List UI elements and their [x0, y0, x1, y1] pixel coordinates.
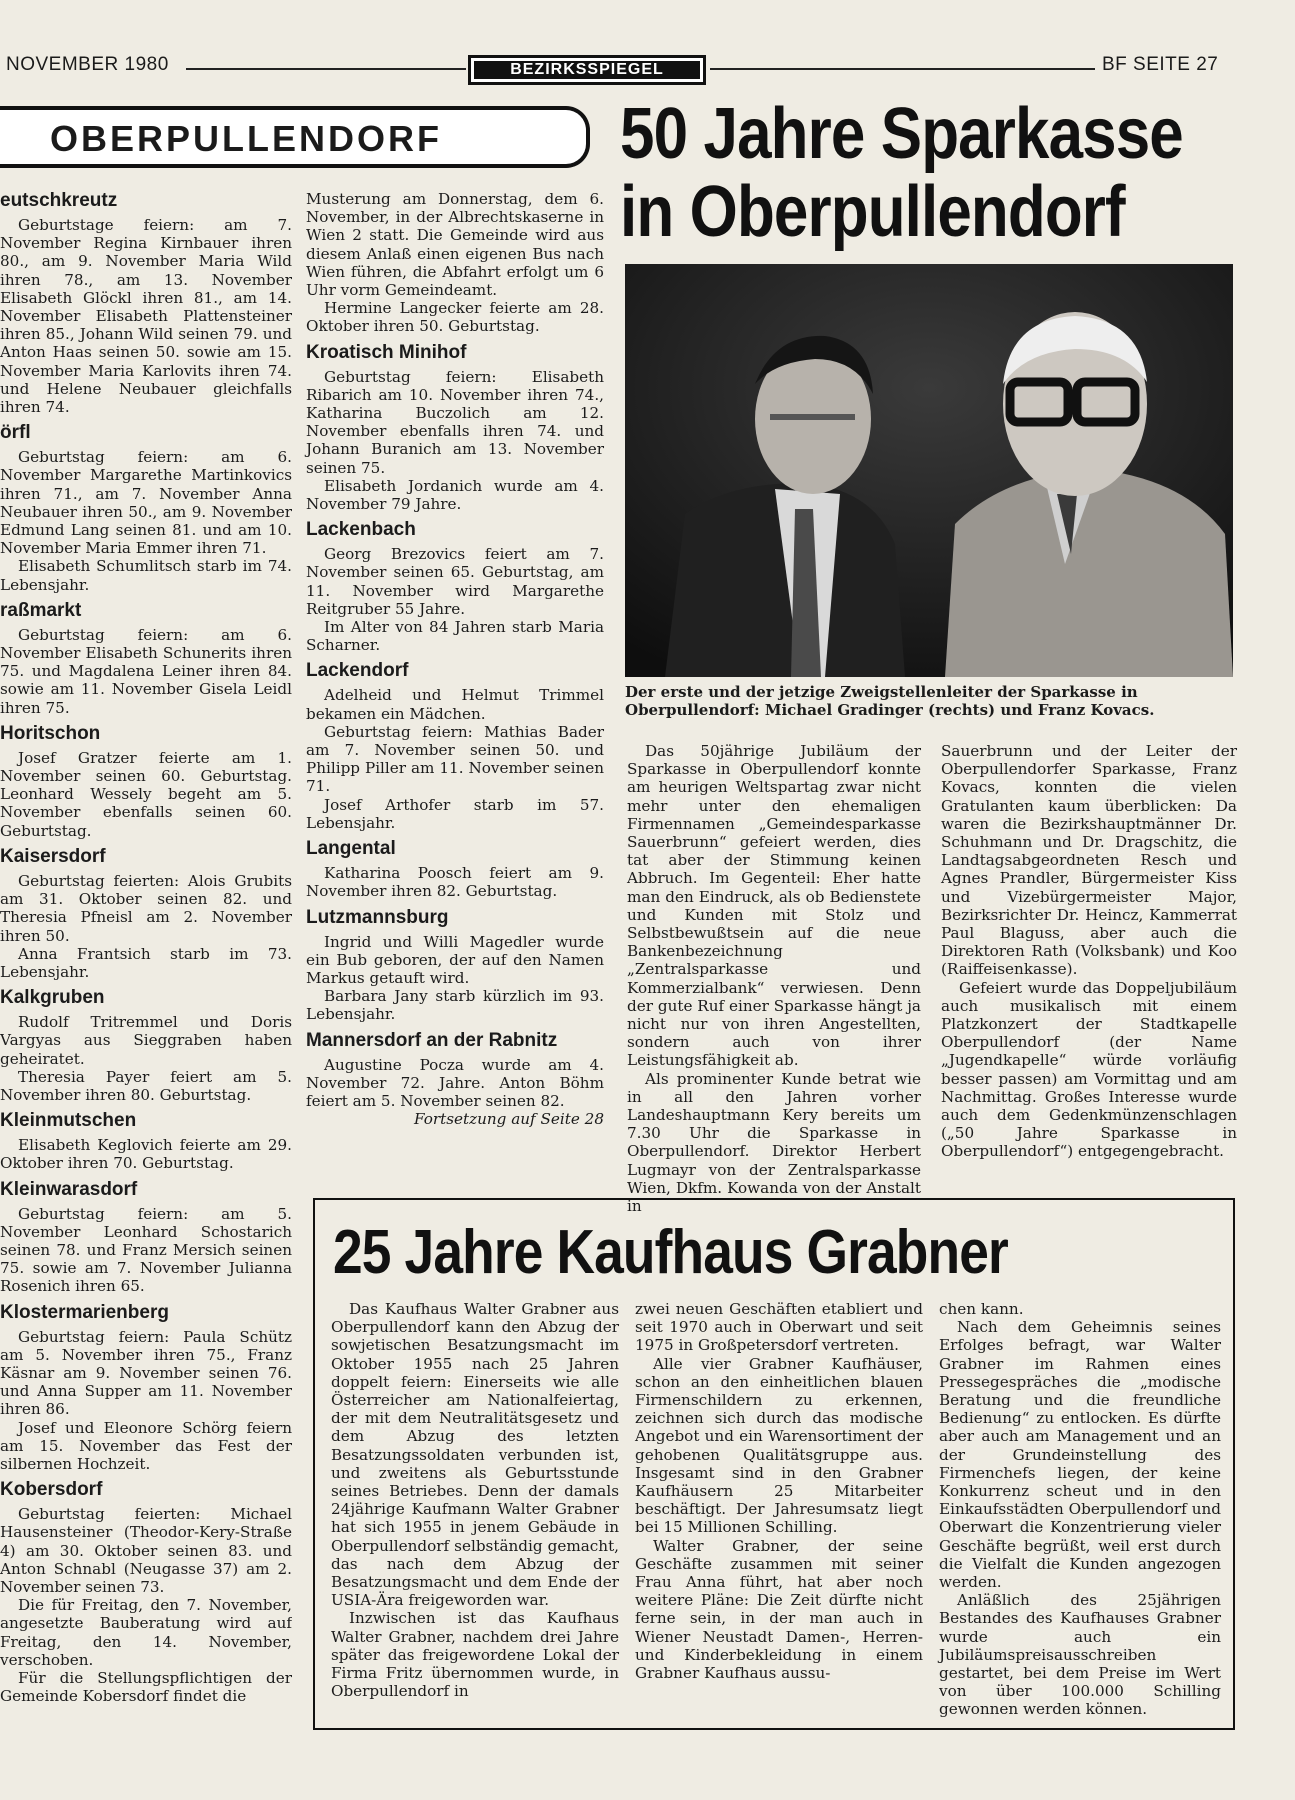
- village-news-paragraph: Rudolf Tritremmel und Doris Vargyas aus Sieggraben haben geheiratet.: [0, 1013, 292, 1068]
- village-news-paragraph: Geburtstag feiern: am 6. November Elisabeth Schunerits ihren 75. und Magdalena Leiner ihren 84. sowie am 11. November Gisela Leidl ihren 75.: [0, 625, 292, 717]
- village-news-paragraph: Im Alter von 84 Jahren starb Maria Scharner.: [306, 618, 604, 655]
- middle-column: [306, 190, 604, 1128]
- page-number: BF SEITE 27: [1102, 54, 1219, 75]
- village-news-paragraph: Josef und Eleonore Schörg feiern am 15. November das Fest der silbernen Hochzeit.: [0, 1418, 292, 1473]
- portrait-illustration: [625, 264, 1233, 677]
- village-news-paragraph: Barbara Jany starb kürzlich im 93. Lebensjahr.: [306, 987, 604, 1024]
- village-news-paragraph: Geburtstag feierten: Alois Grubits am 31. Oktober seinen 82. und Theresia Pfneisl am 2. November ihren 50.: [0, 871, 292, 945]
- article2-headline: 25 Jahre Kaufhaus Grabner: [333, 1218, 1008, 1287]
- article1-paragraph: Sauerbrunn und der Leiter der Oberpullendorfer Sparkasse, Franz Kovacs, konnten die vielen Gratulanten kaum überblicken: Da waren die Bezirkshauptmänner Dr. Schuhmann und Dr. Dragschitz, die Landtagsabgeordneten Resch und Agnes Prandler, Bürgermeister Kiss und Vizebürgermeister Major, Bezirksrichter Dr. Heincz, Kammerrat Paul Blaguss, aber auch die Direktoren Rath (Volksbank) und Koo (Raiffeisenkasse).: [941, 742, 1237, 979]
- article2-paragraph: Walter Grabner, der seine Geschäfte zusammen mit seiner Frau Anna führt, hat aber noch weitere Pläne: Die Zeit dürfte nicht ferne sein, in der man auch in Wiener Neustadt Damen-, Herren- und Kinderbekleidung in einem Grabner Kaufhaus aussu-: [635, 1536, 923, 1683]
- village-news-paragraph: Geburtstag feiern: am 5. November Leonhard Schostarich seinen 78. und Franz Mersich seinen 75. sowie am 7. November Julianna Rosenich ihren 65.: [0, 1204, 292, 1296]
- article1-paragraph: Gefeiert wurde das Doppeljubiläum auch musikalisch mit einem Platzkonzert der Stadtkapelle Oberpullendorf (der Name „Jugendkapelle“ würde vorläufig besser passen) am Vormittag und am Nachmittag. Großes Interesse wurde auch dem Gedenkmünzenschlagen („50 Jahre Sparkasse in Oberpullendorf“) entgegengebracht.: [941, 978, 1237, 1161]
- village-heading: Lutzmannsburg: [306, 906, 449, 928]
- article1-photo: [625, 264, 1233, 677]
- village-heading: Mannersdorf an der Rabnitz: [306, 1029, 558, 1051]
- village-news-paragraph: Geburtstage feiern: am 7. November Regina Kirnbauer ihren 80., am 9. November Maria Wild ihren 78., am 13. November Elisabeth Glöckl ihren 81., am 14. November Elisabeth Plattensteiner ihren 85., Johann Wild seinen 79. und Anton Haas seinen 50. sowie am 15. November Maria Karlovits ihren 74. und Helene Neubauer gleichfalls ihren 74.: [0, 216, 292, 417]
- left-column: [0, 190, 292, 1790]
- village-news-paragraph: Elisabeth Keglovich feierte am 29. Oktober ihren 70. Geburtstag.: [0, 1136, 292, 1173]
- village-news-paragraph: Geburtstag feiern: Paula Schütz am 5. November ihren 75., Franz Käsnar am 9. November seinen 76. und Anna Supper am 11. November ihren 86.: [0, 1327, 292, 1419]
- article1-paragraph: Als prominenter Kunde betrat wie in all den Jahren vorher Landeshauptmann Kery bereits um 7.30 Uhr die Sparkasse in Oberpullendorf. Direktor Herbert Lugmayr von der Zentralsparkasse Wien, Dkfm. Kowanda von der Anstalt in: [627, 1069, 921, 1216]
- village-news-paragraph: Musterung am Donnerstag, dem 6. November, in der Albrechtskaserne in Wien 2 statt. Die Gemeinde wird aus diesem Anlaß einen eigenen Bus nach Wien führen, die Abfahrt erfolgt um 6 Uhr vorm Gemeindeamt.: [306, 190, 604, 300]
- village-news-paragraph: Augustine Pocza wurde am 4. November 72. Jahre. Anton Böhm feiert am 5. November seinen 82.: [306, 1055, 604, 1110]
- village-news-paragraph: Geburtstag feiern: am 6. November Margarethe Martinkovics ihren 71., am 7. November Anna Neubauer ihren 50., am 9. November Edmund Lang seinen 81. und am 10. November Maria Emmer ihren 71.: [0, 448, 292, 558]
- article1-headline-line1: 50 Jahre Sparkasse: [620, 94, 1183, 174]
- village-heading: örfl: [0, 422, 31, 444]
- village-news-paragraph: Ingrid und Willi Magedler wurde ein Bub geboren, der auf den Namen Markus getauft wird.: [306, 932, 604, 987]
- village-news-paragraph: Geburtstag feiern: Mathias Bader am 7. November seinen 50. und Philipp Piller am 11. November seinen 71.: [306, 722, 604, 796]
- village-heading: Langental: [306, 838, 396, 860]
- village-heading: Kobersdorf: [0, 1479, 103, 1501]
- village-news-paragraph: Hermine Langecker feierte am 28. Oktober ihren 50. Geburtstag.: [306, 299, 604, 336]
- village-heading: Kalkgruben: [0, 987, 105, 1009]
- article2-paragraph: zwei neuen Geschäften etabliert und seit 1970 auch in Oberwart und seit 1975 in Großpetersdorf vertreten.: [635, 1300, 923, 1355]
- village-heading: Kroatisch Minihof: [306, 341, 467, 363]
- village-heading: Kaisersdorf: [0, 845, 106, 867]
- village-news-paragraph: Elisabeth Jordanich wurde am 4. November 79 Jahre.: [306, 476, 604, 514]
- article2-paragraph: Anläßlich des 25jährigen Bestandes des Kaufhauses Grabner wurde auch ein Jubiläumspreisausschreiben gestartet, bei dem Preise im Wert von über 100.000 Schilling gewonnen werden können.: [939, 1591, 1221, 1719]
- article1-column-1: [627, 742, 921, 1215]
- village-heading: Kleinmutschen: [0, 1110, 137, 1132]
- village-heading: Lackenbach: [306, 519, 416, 541]
- village-heading: Horitschon: [0, 722, 101, 744]
- village-news-paragraph: Theresia Payer feiert am 5. November ihren 80. Geburtstag.: [0, 1067, 292, 1104]
- village-news-paragraph: Die für Freitag, den 7. November, angesetzte Bauberatung wird auf Freitag, den 14. November, verschoben.: [0, 1596, 292, 1669]
- district-banner: [0, 106, 590, 168]
- village-heading: Kleinwarasdorf: [0, 1178, 138, 1200]
- article2-column-1: [331, 1300, 619, 1700]
- article2-paragraph: Das Kaufhaus Walter Grabner aus Oberpullendorf kann den Abzug der sowjetischen Besatzungsmacht im Oktober 1955 nach 25 Jahren doppelt feiern: Einerseits wie alle Österreicher am Nationalfeiertag, der mit dem Neutralitätsgesetz und dem Abzug des letzten Besatzungssoldaten verbunden ist, und zweitens als Geburtsstunde seines Betriebes. Denn der damals 24jährige Kaufmann Walter Grabner hat sich 1955 in jenem Gebäude in Oberpullendorf selbständig gemacht, das nach dem Abzug der Besatzungsmacht und dem Ende der USIA-Ära freigeworden war.: [331, 1300, 619, 1610]
- village-news-paragraph: Für die Stellungspflichtigen der Gemeinde Kobersdorf findet die: [0, 1669, 292, 1706]
- issue-date: NOVEMBER 1980: [6, 54, 169, 75]
- article2-paragraph: Alle vier Grabner Kaufhäuser, schon an den einheitlichen blauen Firmenschildern zu erkennen, zeichnen sich durch das modische Angebot und ein Warensortiment der gehobenen Qualitätsgruppe aus. Insgesamt sind in den Grabner Kaufhäusern 25 Mitarbeiter beschäftigt. Der Jahresumsatz liegt bei 15 Millionen Schilling.: [635, 1354, 923, 1537]
- article1-photo-caption: Der erste und der jetzige Zweigstellenleiter der Sparkasse in Oberpullendorf: Michael Gradinger (rechts) und Franz Kovacs.: [625, 683, 1155, 719]
- article2-column-2: [635, 1300, 923, 1682]
- article1-column-2: [941, 742, 1237, 1161]
- article2-paragraph: Inzwischen ist das Kaufhaus Walter Grabner, nachdem drei Jahre später das freigewordene Lokal der Firma Fritz übernommen wurde, in Oberpullendorf in: [331, 1609, 619, 1701]
- section-label-text: BEZIRKSSPIEGEL: [474, 61, 700, 79]
- article2-column-3: [939, 1300, 1221, 1719]
- article2-paragraph: chen kann.: [939, 1300, 1024, 1318]
- village-news-paragraph: Elisabeth Schumlitsch starb im 74. Lebensjahr.: [0, 557, 292, 594]
- village-news-paragraph: Josef Gratzer feierte am 1. November seinen 60. Geburtstag. Leonhard Wessely begeht am 5. November ebenfalls seinen 60. Geburtstag.: [0, 748, 292, 840]
- district-name: OBERPULLENDORF: [50, 118, 442, 159]
- village-news-paragraph: Geburtstag feiern: Elisabeth Ribarich am 10. November ihren 74., Katharina Buczolich am 12. November ebenfalls ihren 74. und Johann Buranich am 13. November seinen 75.: [306, 367, 604, 477]
- village-news-paragraph: Geburtstag feierten: Michael Hausensteiner (Theodor-Kery-Straße 4) am 30. Oktober seinen 83. und Anton Schnabl (Neugasse 37) am 2. November seinen 73.: [0, 1505, 292, 1596]
- section-label: [468, 55, 706, 85]
- article2-paragraph: Nach dem Geheimnis seines Erfolges befragt, war Walter Grabner im Rahmen eines Pressegespräches die „modische Beratung und die freundliche Bedienung“ zu entlocken. Es dürfte aber auch am Management und an der Grundeinstellung des Firmenchefs liegen, der keine Konkurrenz scheut und in den Einkaufsstädten Oberpullendorf und Oberwart die Konzentrierung vieler Geschäfte begrüßt, weil erst durch die Vielfalt die Kunden angezogen werden.: [939, 1318, 1221, 1592]
- continued-note: Fortsetzung auf Seite 28: [414, 1110, 604, 1129]
- article1-paragraph: Das 50jährige Jubiläum der Sparkasse in Oberpullendorf konnte am heurigen Weltspartag zwar nicht mehr unter den ehemaligen Firmennamen „Gemeindesparkasse Sauerbrunn“ gefeiert werden, dies tat aber der Stimmung keinen Abbruch. Im Gegenteil: Eher hatte man den Eindruck, als ob Bedienstete und Kunden mit Stolz und Selbstbewußtsein auf die neue Bankenbezeichnung „Zentralsparkasse und Kommerzialbank“ verwiesen. Denn der gute Ruf einer Sparkasse hängt ja nicht nur von ihren Angestellten, sondern auch von ihrer Leistungsfähigkeit ab.: [627, 742, 921, 1070]
- village-heading: raßmarkt: [0, 599, 82, 621]
- village-heading: Lackendorf: [306, 660, 409, 682]
- village-heading: eutschkreutz: [0, 190, 118, 211]
- header-rule-right: [710, 68, 1095, 70]
- village-news-paragraph: Adelheid und Helmut Trimmel bekamen ein Mädchen.: [306, 686, 604, 723]
- article1-headline-line2: in Oberpullendorf: [620, 172, 1125, 252]
- village-news-paragraph: Josef Arthofer starb im 57. Lebensjahr.: [306, 795, 604, 832]
- village-heading: Klostermarienberg: [0, 1301, 169, 1323]
- village-news-paragraph: Georg Brezovics feiert am 7. November seinen 65. Geburtstag, am 11. November wird Margarethe Reitgruber 55 Jahre.: [306, 545, 604, 618]
- article2-box: [313, 1198, 1235, 1730]
- village-news-paragraph: Anna Frantsich starb im 73. Lebensjahr.: [0, 944, 292, 981]
- header-rule-left: [186, 68, 466, 70]
- village-news-paragraph: Katharina Poosch feiert am 9. November ihren 82. Geburtstag.: [306, 864, 604, 901]
